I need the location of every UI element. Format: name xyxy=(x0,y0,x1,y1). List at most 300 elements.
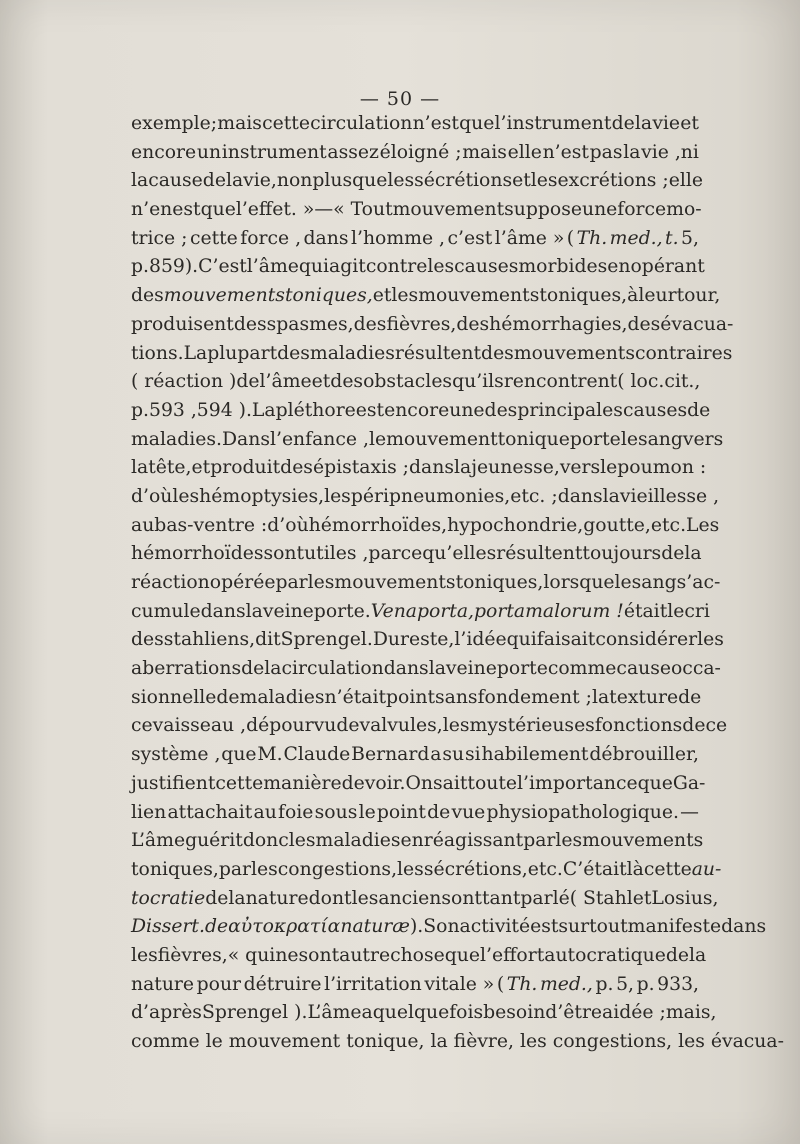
word: les xyxy=(555,830,583,852)
word: maladies xyxy=(315,830,401,852)
word: la xyxy=(131,170,149,192)
word: vie ,ni xyxy=(641,141,699,163)
text-line xyxy=(131,253,705,282)
word: dans xyxy=(557,485,603,507)
word: toniques, xyxy=(455,572,544,593)
word: produit xyxy=(210,457,281,479)
word: tant xyxy=(481,887,521,909)
text-line xyxy=(131,856,722,885)
word: sécrétions, xyxy=(423,858,528,880)
word: des xyxy=(330,371,364,393)
text-line xyxy=(131,110,699,139)
text-line xyxy=(131,139,699,168)
word: comme xyxy=(131,1031,200,1052)
word: etc. xyxy=(527,858,563,880)
word: sait xyxy=(433,772,468,794)
word: nature xyxy=(245,887,309,909)
word: les xyxy=(351,887,379,909)
word: la xyxy=(228,887,246,909)
word: l’âme » xyxy=(494,227,565,249)
word: n’en xyxy=(131,199,173,221)
word: cette xyxy=(643,858,692,880)
word: 593 , xyxy=(149,399,197,421)
word: Ga- xyxy=(672,772,706,794)
word: med., xyxy=(609,227,663,249)
text-line xyxy=(131,454,707,483)
word: la xyxy=(602,485,620,507)
word: comme xyxy=(547,658,617,680)
word: porta xyxy=(474,600,526,622)
word: naturæ xyxy=(340,916,410,938)
text-line xyxy=(131,598,710,627)
word: hémorrhoïdes, xyxy=(308,514,448,536)
word: lien xyxy=(131,801,167,823)
word: de xyxy=(611,113,635,134)
word: les xyxy=(131,944,158,966)
word: vaisseau , xyxy=(152,715,247,737)
word: goutte, xyxy=(583,514,651,536)
word: les xyxy=(307,572,335,593)
word: résultent xyxy=(394,342,482,364)
word: aberrations xyxy=(131,658,242,680)
word: le xyxy=(620,428,638,450)
word: l’instrument xyxy=(494,113,612,134)
word: nature xyxy=(131,973,195,995)
text-line xyxy=(131,512,720,541)
word: des xyxy=(481,342,514,364)
word: mouvements xyxy=(163,285,285,307)
word: mais, xyxy=(665,1002,717,1024)
word: épistaxis ; xyxy=(312,457,410,479)
word: Dans xyxy=(221,428,270,450)
word: etc. xyxy=(650,514,687,536)
word: les xyxy=(427,256,455,278)
word: sécrétions xyxy=(414,170,513,192)
word: des xyxy=(456,313,490,335)
word: que xyxy=(637,772,673,794)
word: fièvres, xyxy=(386,313,457,335)
word: p. xyxy=(131,256,149,278)
text-line xyxy=(131,741,699,770)
word: Bernard xyxy=(351,744,430,766)
word: de xyxy=(682,715,706,737)
word: de xyxy=(665,944,690,966)
text-line xyxy=(131,397,711,426)
word: p. xyxy=(595,973,614,995)
word: texture xyxy=(609,686,679,708)
word: ( xyxy=(496,973,505,995)
word: jeunesse, xyxy=(471,457,560,479)
word: morbides xyxy=(518,256,608,278)
word: manière xyxy=(263,772,342,794)
word: évacua- xyxy=(710,1031,784,1052)
text-line xyxy=(131,282,721,311)
text-line xyxy=(131,167,703,196)
word: M. xyxy=(257,744,283,766)
word: opérant xyxy=(630,256,705,278)
word: fièvre, xyxy=(453,1031,514,1052)
word: de xyxy=(205,887,229,909)
text-line xyxy=(131,225,699,254)
word: le xyxy=(600,457,618,479)
word: de xyxy=(216,686,240,708)
word: cette xyxy=(262,113,310,134)
text-line xyxy=(131,999,717,1028)
word: les xyxy=(678,1031,705,1052)
word: fièvres, xyxy=(157,944,228,966)
text-line xyxy=(131,569,721,598)
text-line xyxy=(131,1028,784,1057)
word: point xyxy=(376,801,426,823)
word: détruire xyxy=(243,973,322,995)
text-line xyxy=(131,626,724,655)
word: cumule xyxy=(131,600,201,622)
word: de xyxy=(202,170,226,192)
word: Vena xyxy=(370,600,417,622)
word: Son xyxy=(423,916,460,938)
word: mouvements xyxy=(418,285,540,307)
word: parlé xyxy=(520,887,570,909)
word: porte xyxy=(496,658,548,680)
word: chose xyxy=(390,944,445,966)
word: congestions, xyxy=(552,1031,673,1052)
word: des xyxy=(277,342,310,364)
word: utiles , xyxy=(304,543,369,565)
word: les xyxy=(442,715,470,737)
text-line xyxy=(131,971,699,1000)
word: attachait xyxy=(167,801,253,823)
word: Losius, xyxy=(651,887,719,909)
word: d’où xyxy=(131,485,173,507)
word: autre xyxy=(339,944,391,966)
word: considérer xyxy=(595,629,698,651)
word: 859). xyxy=(149,256,199,278)
word: besoin xyxy=(483,1002,546,1024)
word: des xyxy=(131,285,164,307)
word: assez xyxy=(327,141,379,163)
word: produisent xyxy=(131,313,234,335)
word: est xyxy=(172,199,201,221)
word: dont xyxy=(308,887,352,909)
word: a xyxy=(430,744,442,766)
word: bas-ventre : xyxy=(154,514,268,536)
word: et xyxy=(680,113,699,134)
word: les xyxy=(397,858,424,880)
word: par xyxy=(218,858,252,880)
word: a xyxy=(361,1002,373,1024)
word: instrument xyxy=(221,141,327,163)
word: plupart xyxy=(207,342,278,364)
word: tocratie xyxy=(131,887,206,909)
word: poumon : xyxy=(617,457,707,479)
word: de xyxy=(661,543,685,565)
word: dépourvu xyxy=(246,715,337,737)
word: circulation xyxy=(310,113,413,134)
word: l’enfance , xyxy=(269,428,369,450)
word: elle xyxy=(668,170,703,192)
word: de xyxy=(241,658,265,680)
text-line xyxy=(131,942,707,971)
word: dans xyxy=(383,658,429,680)
word: ). xyxy=(409,916,424,938)
word: c’est xyxy=(447,227,493,249)
word: vue xyxy=(451,801,486,823)
word: cause xyxy=(148,170,203,192)
word: Dissert. xyxy=(131,916,205,938)
word: à xyxy=(627,285,639,307)
word: en xyxy=(607,256,631,278)
word: Sprengel. xyxy=(280,629,373,651)
word: des xyxy=(280,457,313,479)
word: cause xyxy=(616,658,671,680)
word: hémoptysies, xyxy=(199,485,325,507)
word: parce xyxy=(368,543,423,565)
word: circulation xyxy=(281,658,384,680)
word: ce xyxy=(131,715,153,737)
text-line xyxy=(131,540,702,569)
word: péripneumonies, xyxy=(350,485,511,507)
word: ne xyxy=(275,944,299,966)
word: quelquefois xyxy=(372,1002,484,1024)
word: malorum ! xyxy=(525,600,624,622)
word: hypochondrie, xyxy=(447,514,584,536)
word: de xyxy=(204,916,229,938)
word: la xyxy=(245,600,263,622)
word: l’âme xyxy=(246,256,299,278)
word: toujours xyxy=(582,543,662,565)
word: « qui xyxy=(227,944,276,966)
word: toniques, xyxy=(284,285,373,307)
word: vers xyxy=(682,428,724,450)
word: « Tout xyxy=(333,199,393,221)
word: l’effet. » xyxy=(235,199,315,221)
word: que xyxy=(444,944,480,966)
word: l’idée xyxy=(454,629,507,651)
word: mouvement xyxy=(386,428,498,450)
word: l’homme , xyxy=(350,227,446,249)
word: sont xyxy=(298,944,340,966)
word: sous xyxy=(314,801,358,823)
text-line xyxy=(131,368,699,397)
word: tonique, xyxy=(346,1031,425,1052)
word: principales xyxy=(517,399,623,421)
text-line xyxy=(131,311,734,340)
word: — xyxy=(680,801,699,823)
word: porta, xyxy=(417,600,475,622)
word: les xyxy=(530,170,558,192)
word: Th. xyxy=(576,227,608,249)
text-line xyxy=(131,712,728,741)
word: pour xyxy=(196,973,242,995)
word: un xyxy=(196,141,222,163)
word: de xyxy=(678,686,702,708)
word: s’ac- xyxy=(676,572,721,593)
word: veine xyxy=(445,658,497,680)
word: habilement xyxy=(481,744,589,766)
word: n’est xyxy=(412,113,459,134)
word: porte xyxy=(569,428,621,450)
word: La xyxy=(251,399,276,421)
word: une xyxy=(581,199,618,221)
word: C’est xyxy=(198,256,247,278)
word: au- xyxy=(691,858,722,880)
word: que xyxy=(200,199,236,221)
word: des xyxy=(233,313,267,335)
word: en xyxy=(400,830,424,852)
word: les xyxy=(324,485,351,507)
word: ( Stahl xyxy=(569,887,633,909)
word: Claude xyxy=(283,744,351,766)
word: des xyxy=(484,399,518,421)
word: des xyxy=(131,629,164,651)
word: exemple; xyxy=(131,113,218,134)
word: On xyxy=(405,772,434,794)
word: pléthore xyxy=(275,399,356,421)
word: de xyxy=(336,715,360,737)
word: le xyxy=(667,600,685,622)
word: les xyxy=(520,1031,547,1052)
word: vie xyxy=(652,113,681,134)
word: le xyxy=(358,801,376,823)
word: etc. ; xyxy=(510,485,558,507)
text-line xyxy=(131,340,733,369)
word: d’où xyxy=(267,514,309,536)
word: tête, xyxy=(148,457,192,479)
word: cette xyxy=(189,227,238,249)
word: obstacles xyxy=(363,371,453,393)
word: n’était xyxy=(324,686,387,708)
word: réaction xyxy=(131,572,210,593)
word: était xyxy=(623,600,668,622)
word: est xyxy=(530,916,559,938)
word: physiopathologique. xyxy=(486,801,679,823)
word: par xyxy=(275,572,308,593)
word: de xyxy=(427,801,451,823)
word: porte. xyxy=(313,600,371,622)
word: ont xyxy=(451,887,482,909)
word: lorsque xyxy=(543,572,615,593)
word: toniques, xyxy=(131,858,219,880)
word: tour, xyxy=(676,285,721,307)
word: la xyxy=(225,170,244,192)
word: les xyxy=(697,629,724,651)
word: p. xyxy=(131,399,149,421)
word: l’effort xyxy=(479,944,545,966)
word: réagissant xyxy=(423,830,524,852)
word: les xyxy=(391,285,419,307)
word: le xyxy=(614,572,632,593)
word: excrétions ; xyxy=(557,170,669,192)
word: cette xyxy=(215,772,264,794)
word: t. xyxy=(665,227,679,249)
word: et xyxy=(632,887,652,909)
word: fonctions xyxy=(594,715,683,737)
word: sionnelle xyxy=(131,686,217,708)
word: encore xyxy=(131,141,197,163)
word: αὐτοκρατία xyxy=(228,916,341,938)
word: mo- xyxy=(666,199,702,221)
word: dans xyxy=(200,600,246,622)
word: l’âme xyxy=(259,371,312,393)
word: de xyxy=(341,772,365,794)
text-line xyxy=(131,684,702,713)
word: congestions, xyxy=(277,858,398,880)
word: maladies. xyxy=(131,428,222,450)
word: Les xyxy=(686,514,720,536)
word: L’âme xyxy=(307,1002,362,1024)
word: de xyxy=(687,399,711,421)
word: plus xyxy=(312,170,353,192)
word: sont xyxy=(263,543,305,565)
word: non xyxy=(276,170,313,192)
word: rencontrent xyxy=(503,371,618,393)
word: encore xyxy=(384,399,450,421)
word: dans xyxy=(721,916,767,938)
word: contraires xyxy=(634,342,733,364)
word: la xyxy=(634,113,653,134)
word: et xyxy=(512,170,531,192)
text-line xyxy=(131,196,702,225)
word: là xyxy=(626,858,644,880)
word: p. xyxy=(636,973,655,995)
word: hémorrhagies, xyxy=(489,313,628,335)
word: — xyxy=(314,199,334,221)
word: contre xyxy=(365,256,428,278)
word: ( réaction ) xyxy=(131,371,237,393)
text-line xyxy=(131,655,721,684)
body-text xyxy=(131,110,784,1057)
word: 5, xyxy=(681,227,699,249)
word: évacua- xyxy=(660,313,734,335)
word: d’être xyxy=(545,1002,603,1024)
word: résultent xyxy=(496,543,583,565)
word: mouvements xyxy=(334,572,456,593)
word: par xyxy=(523,830,556,852)
word: des xyxy=(353,313,387,335)
word: n’est xyxy=(542,141,589,163)
word: L’âme xyxy=(131,830,186,852)
word: dit xyxy=(255,629,281,651)
word: donc xyxy=(242,830,289,852)
word: de xyxy=(236,371,260,393)
word: vieillesse , xyxy=(619,485,720,507)
word: elle xyxy=(507,141,542,163)
word: La xyxy=(183,342,208,364)
word: et xyxy=(311,371,331,393)
word: su xyxy=(442,744,465,766)
word: les xyxy=(172,485,200,507)
word: la xyxy=(131,457,149,479)
word: la xyxy=(428,658,446,680)
word: dans xyxy=(409,457,454,479)
word: mouvements xyxy=(582,830,704,852)
word: sang xyxy=(637,428,683,450)
word: occa- xyxy=(671,658,721,680)
word: 594 ). xyxy=(196,399,252,421)
word: causes xyxy=(622,399,688,421)
word: autocratique xyxy=(544,944,666,966)
word: opérée xyxy=(209,572,276,593)
word: mais xyxy=(217,113,262,134)
word: stahliens, xyxy=(163,629,256,651)
word: causes xyxy=(454,256,519,278)
word: la xyxy=(430,1031,448,1052)
text-line xyxy=(131,885,719,914)
word: la xyxy=(689,944,707,966)
word: pas xyxy=(589,141,623,163)
word: hémorrhoïdes xyxy=(131,543,264,565)
word: ( xyxy=(566,227,575,249)
